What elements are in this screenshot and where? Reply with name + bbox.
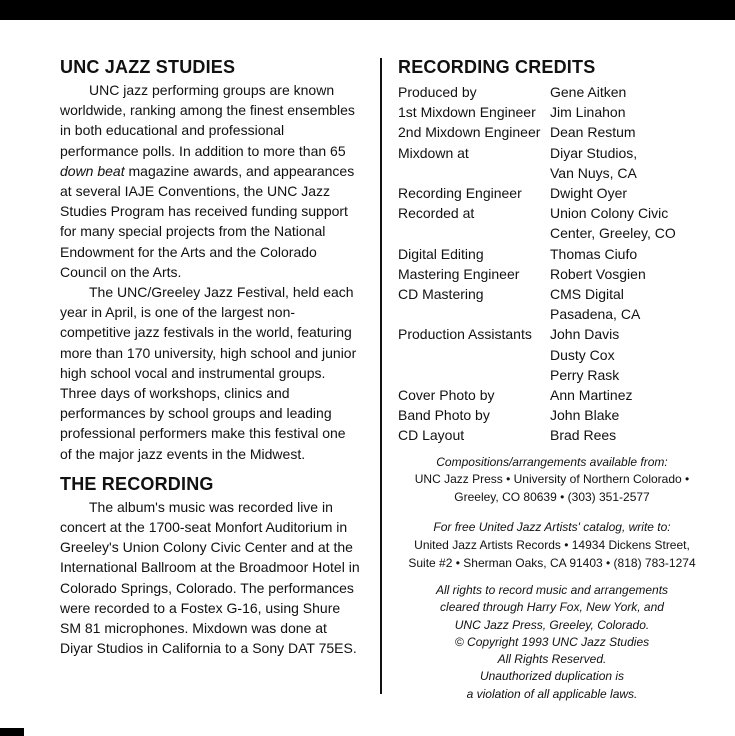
- credit-row: [398, 203, 708, 243]
- credit-row: [398, 244, 708, 264]
- copyright-line: © Copyright 1993 UNC Jazz Studies: [454, 634, 650, 649]
- credit-names: [550, 82, 708, 102]
- credit-role: 1st Mixdown Engineer: [398, 104, 536, 121]
- credit-role: Production Assistants: [398, 326, 532, 343]
- credit-role: CD Mastering: [398, 286, 484, 303]
- compositions-note-line-1: UNC Jazz Press • University of Northern Colorado •: [414, 472, 690, 486]
- credit-names: [550, 143, 708, 183]
- credit-name: Van Nuys, CA: [550, 164, 637, 181]
- credit-name: Dwight Oyer: [550, 185, 628, 202]
- credit-names: [550, 122, 708, 142]
- credit-role: Digital Editing: [398, 245, 484, 262]
- credit-role: Cover Photo by: [398, 387, 495, 404]
- credit-names: [550, 425, 708, 445]
- credits-list: [398, 82, 708, 446]
- credit-role: Mixdown at: [398, 144, 469, 161]
- credit-names: [550, 405, 708, 425]
- credit-row: [398, 122, 708, 142]
- credit-role: Recording Engineer: [398, 185, 522, 202]
- credit-row: [398, 143, 708, 183]
- right-column: [398, 56, 708, 446]
- compositions-note-address: [396, 471, 708, 506]
- recording-paragraph: The album's music was recorded live in concert at the 1700-seat Monfort Auditorium in Greeley's Union Colony Civic Center and at the International Ballroom at the Broadmoor Hotel in Colorado Springs, Colorado. The performances were recorded to a Fostex G-16, using Shure SM 81 microphones. Mixdown was done at Diyar Studios in California to a Sony DAT 75ES.: [60, 498, 360, 657]
- credit-row: [398, 102, 708, 122]
- rights-line: a violation of all applicable laws.: [466, 686, 638, 701]
- credit-row: [398, 324, 708, 385]
- catalog-note: [396, 519, 708, 537]
- credit-names: [550, 324, 708, 385]
- credit-role: Produced by: [398, 84, 477, 100]
- down-beat-italic: down beat: [60, 162, 125, 179]
- compositions-note: [396, 454, 708, 472]
- credit-names: [550, 244, 708, 264]
- credit-row: [398, 82, 708, 102]
- rights-line: cleared through Harry Fox, New York, and: [440, 600, 664, 615]
- credit-row: [398, 385, 708, 405]
- unc-paragraph-1: [60, 80, 360, 282]
- compositions-note-line-2: Greeley, CO 80639 • (303) 351-2577: [454, 489, 650, 504]
- credit-row: [398, 284, 708, 324]
- catalog-note-line-1: United Jazz Artists Records • 14934 Dickens Street,: [414, 538, 690, 552]
- credit-names: [550, 203, 708, 243]
- recording-credits-heading: RECORDING CREDITS: [398, 57, 596, 77]
- credit-name: Pasadena, CA: [550, 306, 641, 323]
- credit-name: CMS Digital: [550, 286, 624, 303]
- credit-name: Dusty Cox: [550, 346, 615, 363]
- corner-mark: [0, 728, 24, 736]
- credit-name: Gene Aitken: [550, 84, 627, 100]
- the-recording-heading: THE RECORDING: [60, 473, 214, 494]
- credit-name: Thomas Ciufo: [550, 245, 638, 262]
- unc-jazz-studies-heading: UNC JAZZ STUDIES: [60, 57, 236, 77]
- unc-paragraph-1-rest: magazine awards, and appearances at several IAJE Conventions, the UNC Jazz Studies Program has received funding support for many special projects from the National Endowment for the Arts and the Colorado Council on the Arts.: [60, 162, 355, 280]
- credit-row: [398, 425, 708, 445]
- credit-name: Center, Greeley, CO: [550, 225, 676, 242]
- rights-line: All Rights Reserved.: [497, 652, 607, 667]
- rights-note: [396, 582, 708, 703]
- left-column: [60, 56, 360, 658]
- credit-role: CD Layout: [398, 427, 465, 444]
- catalog-note-line-2: Suite #2 • Sherman Oaks, CA 91403 • (818) 783-1274: [408, 555, 696, 570]
- credit-names: [550, 183, 708, 203]
- compositions-note-title: Compositions/arrangements available from:: [436, 455, 668, 469]
- credit-names: [550, 385, 708, 405]
- credit-name: Perry Rask: [550, 366, 620, 383]
- unc-paragraph-2: The UNC/Greeley Jazz Festival, held each year in April, is one of the largest non-competitive jazz festivals in the world, featuring more than 170 university, high school and junior high school vocal and instrumental groups. Three days of workshops, clinics and performances by school groups and leading professional performers make this festival one of the major jazz events in the Midwest.: [60, 284, 357, 462]
- unc-paragraph-1-lead: UNC jazz performing groups are known worldwide, ranking among the finest ensembles in both educational and professional performance polls. In addition to more than 65: [60, 82, 355, 159]
- credit-role: 2nd Mixdown Engineer: [398, 124, 541, 141]
- credit-names: [550, 264, 708, 284]
- credit-name: Diyar Studios,: [550, 144, 638, 161]
- rights-line: Unauthorized duplication is: [479, 669, 625, 684]
- rights-line: All rights to record music and arrangements: [435, 583, 669, 597]
- catalog-note-title: For free United Jazz Artists' catalog, write to:: [433, 520, 671, 534]
- credit-name: John Davis: [550, 326, 620, 343]
- column-divider: [380, 58, 382, 694]
- top-black-bar: [0, 0, 735, 20]
- credit-name: Union Colony Civic: [550, 205, 669, 222]
- credit-role: Mastering Engineer: [398, 265, 520, 282]
- catalog-note-address: [396, 537, 708, 572]
- credit-row: [398, 183, 708, 203]
- credit-role: Band Photo by: [398, 407, 490, 424]
- credit-row: [398, 264, 708, 284]
- credit-names: [550, 102, 708, 122]
- credit-names: [550, 284, 708, 324]
- credit-name: Brad Rees: [550, 427, 617, 444]
- rights-line: UNC Jazz Press, Greeley, Colorado.: [454, 617, 650, 632]
- credit-row: [398, 405, 708, 425]
- credit-name: Robert Vosgien: [550, 265, 646, 282]
- credit-name: Jim Linahon: [550, 104, 626, 121]
- credit-name: Ann Martinez: [550, 387, 633, 404]
- credit-role: Recorded at: [398, 205, 475, 222]
- credit-name: Dean Restum: [550, 124, 636, 141]
- credit-name: John Blake: [550, 407, 620, 424]
